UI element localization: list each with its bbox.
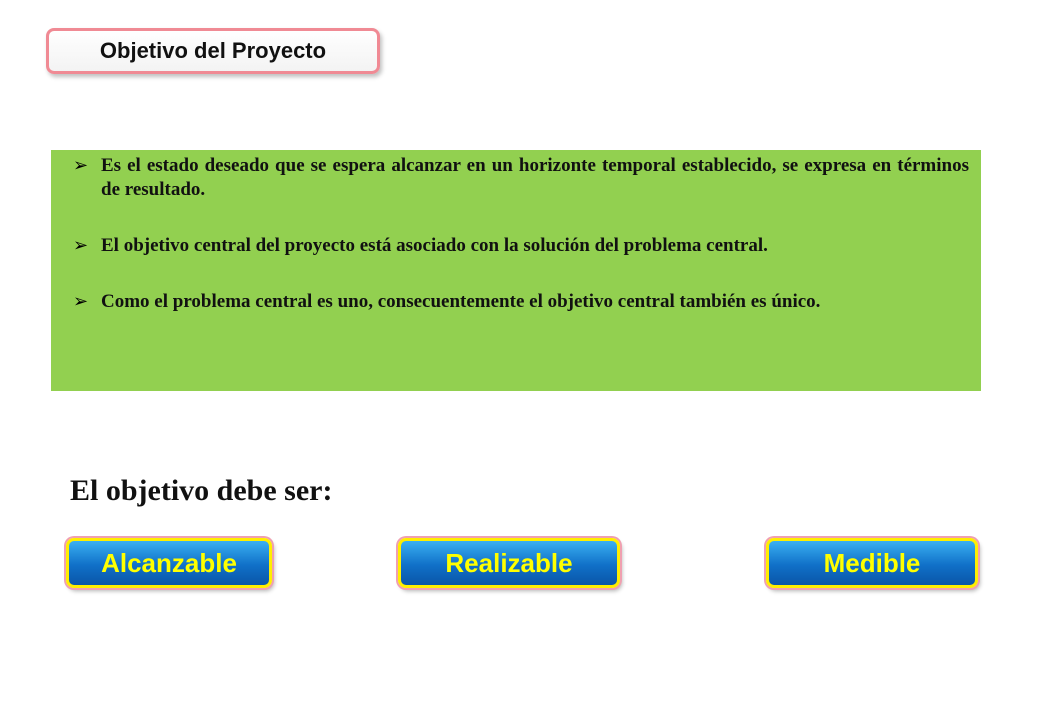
description-panel [51, 150, 981, 391]
bullet-item [73, 290, 969, 314]
realizable-label: Realizable [445, 547, 573, 578]
alcanzable-button[interactable] [66, 538, 272, 588]
realizable-button[interactable] [398, 538, 620, 588]
arrowhead-bullet-icon: ➢ [73, 155, 89, 176]
bullet-text: El objetivo central del proyecto está asociado con la solución del problema central. [101, 235, 768, 256]
medible-label: Medible [823, 547, 921, 578]
medible-button[interactable] [766, 538, 978, 588]
section-heading: El objetivo debe ser: [70, 474, 333, 507]
bullet-item [73, 234, 969, 258]
title-box [46, 28, 380, 74]
bullet-item [73, 154, 969, 202]
arrowhead-bullet-icon: ➢ [73, 291, 89, 312]
bullet-text: Como el problema central es uno, consecuentemente el objetivo central también es único. [101, 291, 821, 312]
arrowhead-bullet-icon: ➢ [73, 235, 89, 256]
bullet-text: Es el estado deseado que se espera alcanzar en un horizonte temporal establecido, se expresa en términos de resultado. [101, 155, 969, 200]
page-title: Objetivo del Proyecto [99, 38, 327, 63]
alcanzable-label: Alcanzable [101, 547, 237, 578]
